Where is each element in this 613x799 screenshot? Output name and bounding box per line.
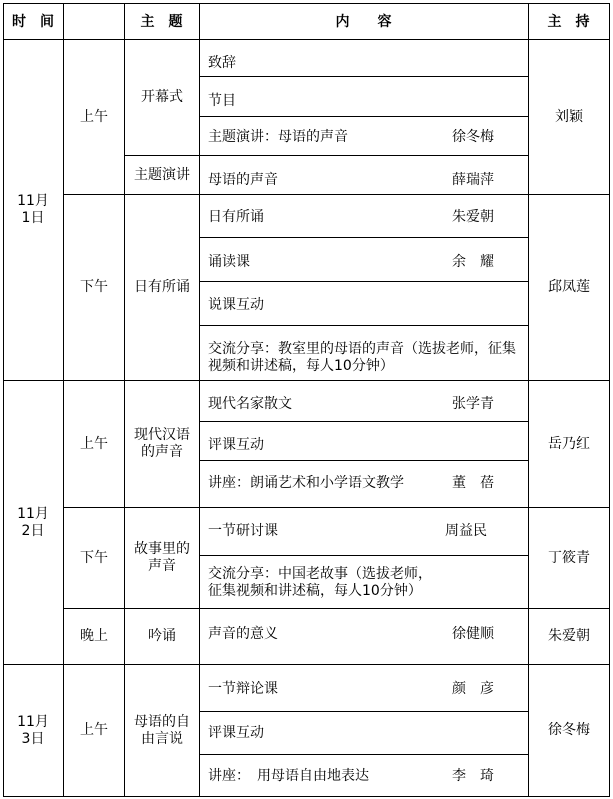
agenda-item: 致辞 xyxy=(208,55,236,71)
speaker-name: 董 蓓 xyxy=(452,475,494,491)
agenda-item: 交流分享：中国老故事（选拔老师， 征集视频和讲述稿，每人10分钟） xyxy=(208,566,432,599)
agenda-item: 节目 xyxy=(208,93,236,109)
agenda-item: 诵读课 xyxy=(208,254,250,270)
speaker-name: 张学青 xyxy=(452,396,494,412)
agenda-item: 交流分享：教室里的母语的声音（选拔老师，征集 视频和讲述稿，每人10分钟） xyxy=(208,341,516,374)
host-cell: 岳乃红 xyxy=(548,435,590,452)
agenda-item: 讲座：朗诵艺术和小学语文教学 xyxy=(208,475,404,491)
host-cell: 邱凤莲 xyxy=(548,279,590,295)
topic-cell: 母语的自 由言说 xyxy=(134,713,190,747)
topic-cell: 主题演讲 xyxy=(134,166,190,183)
speaker-name: 李 琦 xyxy=(452,768,494,784)
header-topic: 主 题 xyxy=(140,14,183,30)
header-host: 主 持 xyxy=(547,14,590,30)
topic-cell: 日有所诵 xyxy=(134,279,190,295)
speaker-name: 徐健顺 xyxy=(452,626,494,642)
host-cell: 刘颖 xyxy=(555,108,583,125)
header-content: 内 容 xyxy=(335,14,392,30)
speaker-name: 颜 彦 xyxy=(452,681,494,697)
host-cell: 朱爱朝 xyxy=(548,628,590,644)
period-afternoon: 下午 xyxy=(80,279,108,295)
agenda-item: 说课互动 xyxy=(208,297,264,313)
speaker-name: 余 耀 xyxy=(452,254,494,270)
date-day-2: 11月 2日 xyxy=(17,505,49,539)
speaker-name: 朱爱朝 xyxy=(452,209,494,225)
host-cell: 丁筱青 xyxy=(548,549,590,566)
topic-cell: 现代汉语 的声音 xyxy=(134,427,190,460)
date-day-3: 11月 3日 xyxy=(17,713,49,747)
speaker-name: 周益民 xyxy=(445,523,487,539)
agenda-item: 现代名家散文 xyxy=(208,396,292,412)
agenda-item: 评课互动 xyxy=(208,725,264,741)
agenda-item: 评课互动 xyxy=(208,437,264,453)
agenda-item: 一节研讨课 xyxy=(208,523,278,539)
agenda-item: 母语的声音 xyxy=(208,172,278,188)
date-day-1: 11月 1日 xyxy=(17,193,49,226)
topic-cell: 开幕式 xyxy=(141,89,183,105)
agenda-item: 主题演讲：母语的声音 xyxy=(208,129,348,145)
header-time: 时 间 xyxy=(12,14,54,30)
speaker-name: 徐冬梅 xyxy=(452,129,494,145)
host-cell: 徐冬梅 xyxy=(548,722,590,738)
period-evening: 晚上 xyxy=(80,628,108,644)
agenda-item: 声音的意义 xyxy=(208,626,278,642)
period-afternoon: 下午 xyxy=(80,549,108,566)
topic-cell: 吟诵 xyxy=(148,628,176,644)
period-morning: 上午 xyxy=(80,435,108,452)
agenda-item: 讲座： 用母语自由地表达 xyxy=(208,768,369,784)
period-morning: 上午 xyxy=(80,722,108,738)
topic-cell: 故事里的 声音 xyxy=(134,541,190,574)
agenda-item: 日有所诵 xyxy=(208,209,264,225)
speaker-name: 薛瑞萍 xyxy=(452,172,494,188)
period-morning: 上午 xyxy=(80,108,108,125)
agenda-item: 一节辩论课 xyxy=(208,681,278,697)
